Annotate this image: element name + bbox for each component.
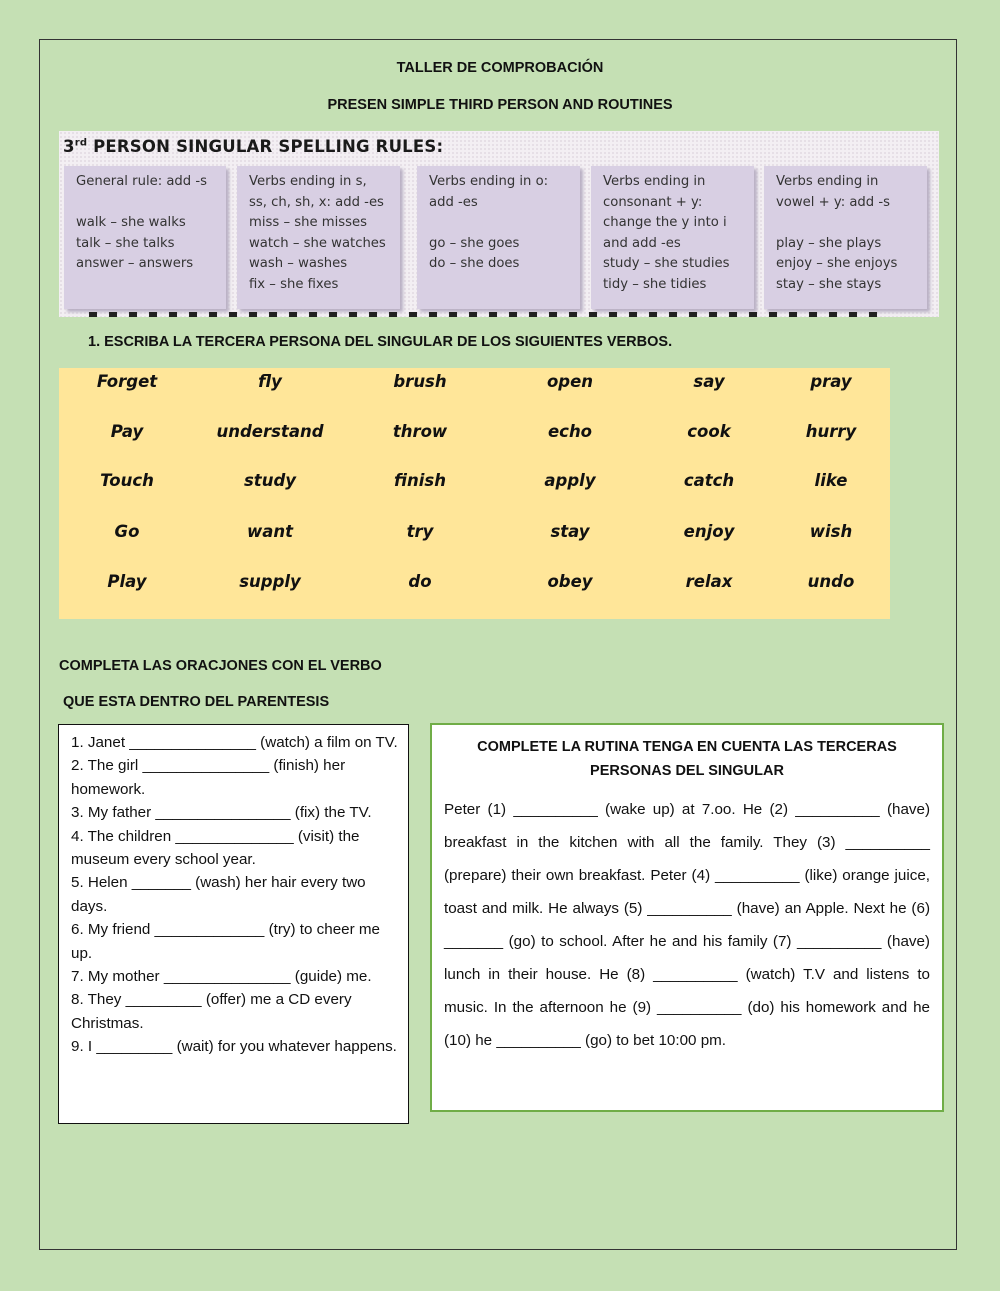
verb-cell: relax: [685, 572, 733, 591]
sentence-item: 4. The children ______________ (visit) the museum every school year.: [71, 827, 360, 869]
rule-box-consonant-y: Verbs ending in consonant + y: change the y into i and add -es study – she studies tidy – she tidies: [591, 166, 754, 309]
verb-cell: supply: [239, 572, 301, 591]
verb-cell: try: [406, 522, 434, 541]
sentence-item: 6. My friend _____________ (try) to cheer me up.: [71, 921, 380, 962]
verb-cell: undo: [807, 572, 855, 591]
verb-cell: pray: [810, 372, 852, 391]
sentence-item: 3. My father ________________ (fix) the TV.: [71, 804, 372, 822]
rule-box-sibilant: Verbs ending in s, ss, ch, sh, x: add -es miss – she misses watch – she watches wash – washes fix – she fixes: [237, 166, 400, 309]
sentence-item: 2. The girl _______________ (finish) her homework.: [71, 757, 346, 798]
section1-instruction: 1. ESCRIBA LA TERCERA PERSONA DEL SINGULAR DE LOS SIGUIENTES VERBOS.: [88, 334, 673, 350]
verb-cell: say: [693, 372, 725, 391]
verb-cell: hurry: [805, 422, 857, 441]
sentence-item: 1. Janet _______________ (watch) a film on TV.: [71, 734, 398, 751]
verb-cell: throw: [392, 422, 448, 441]
verb-cell: apply: [544, 471, 596, 490]
verb-cell: like: [814, 471, 848, 490]
verb-cell: finish: [394, 471, 446, 490]
verb-cell: echo: [547, 422, 593, 441]
verb-cell: wish: [809, 522, 853, 541]
verb-cell: Go: [114, 522, 140, 541]
verb-cell: obey: [547, 572, 593, 591]
sentence-item: 9. I _________ (wait) for you whatever happens.: [71, 1038, 397, 1056]
page-subtitle: PRESEN SIMPLE THIRD PERSON AND ROUTINES: [327, 97, 673, 113]
section2-heading-line1: COMPLETA LAS ORACJONES CON EL VERBO: [59, 658, 382, 674]
verb-cell: study: [243, 471, 297, 490]
verb-cell: catch: [683, 471, 735, 490]
routine-box: [430, 723, 944, 1112]
verb-cell: enjoy: [683, 522, 735, 541]
verb-cell: stay: [550, 522, 590, 541]
routine-text: Peter (1) __________ (wake up) at 7.oo. He (2) __________ (have) breakfast in the kitchen with all the family. They (3) __________ (prepare) their own breakfast. Peter (4) __________ (like) orange juice, toast and milk. He always (5) __________ (have) an Apple. Next he (6) _______ (go) to school. After he and his family (7) __________ (have) lunch in their house. He (8) __________ (watch) T.V and listens to music. In the afternoon he (9) __________ (do) his homework and he (10) he __________ (go) to bet 10:00 pm.: [444, 801, 930, 1049]
verb-table: [59, 368, 890, 619]
section2-heading-line2: QUE ESTA DENTRO DEL PARENTESIS: [63, 694, 330, 710]
rule-box-general: General rule: add -s walk – she walks talk – she talks answer – answers: [64, 166, 226, 309]
verb-cell: Pay: [110, 422, 144, 441]
rule-box-o-ending: Verbs ending in o: add -es go – she goes do – she does: [417, 166, 580, 309]
verb-cell: open: [546, 372, 594, 391]
verb-cell: do: [408, 572, 432, 591]
verb-cell: Play: [107, 572, 147, 591]
verb-cell: cook: [687, 422, 731, 441]
spelling-rules-image: [59, 131, 939, 317]
verb-cell: understand: [216, 422, 324, 441]
verb-cell: brush: [393, 372, 447, 391]
spelling-rules-title: 3rd PERSON SINGULAR SPELLING RULES:: [63, 137, 444, 156]
verb-cell: want: [246, 522, 294, 541]
sentence-item: 7. My mother _______________ (guide) me.: [71, 968, 372, 986]
routine-title: COMPLETE LA RUTINA TENGA EN CUENTA LAS TERCERAS PERSONAS DEL SINGULAR: [477, 739, 897, 779]
sentence-item: 5. Helen _______ (wash) her hair every two days.: [71, 874, 366, 915]
sentence-item: 8. They _________ (offer) me a CD every Christmas.: [71, 991, 352, 1032]
page-title: TALLER DE COMPROBACIÓN: [396, 60, 604, 76]
verb-cell: Touch: [100, 471, 154, 490]
sentences-box: [58, 724, 409, 1124]
verb-cell: Forget: [96, 372, 158, 391]
cropped-text-line: [89, 312, 889, 317]
verb-cell: fly: [258, 372, 282, 391]
rule-box-vowel-y: Verbs ending in vowel + y: add -s play – she plays enjoy – she enjoys stay – she stays: [764, 166, 927, 309]
